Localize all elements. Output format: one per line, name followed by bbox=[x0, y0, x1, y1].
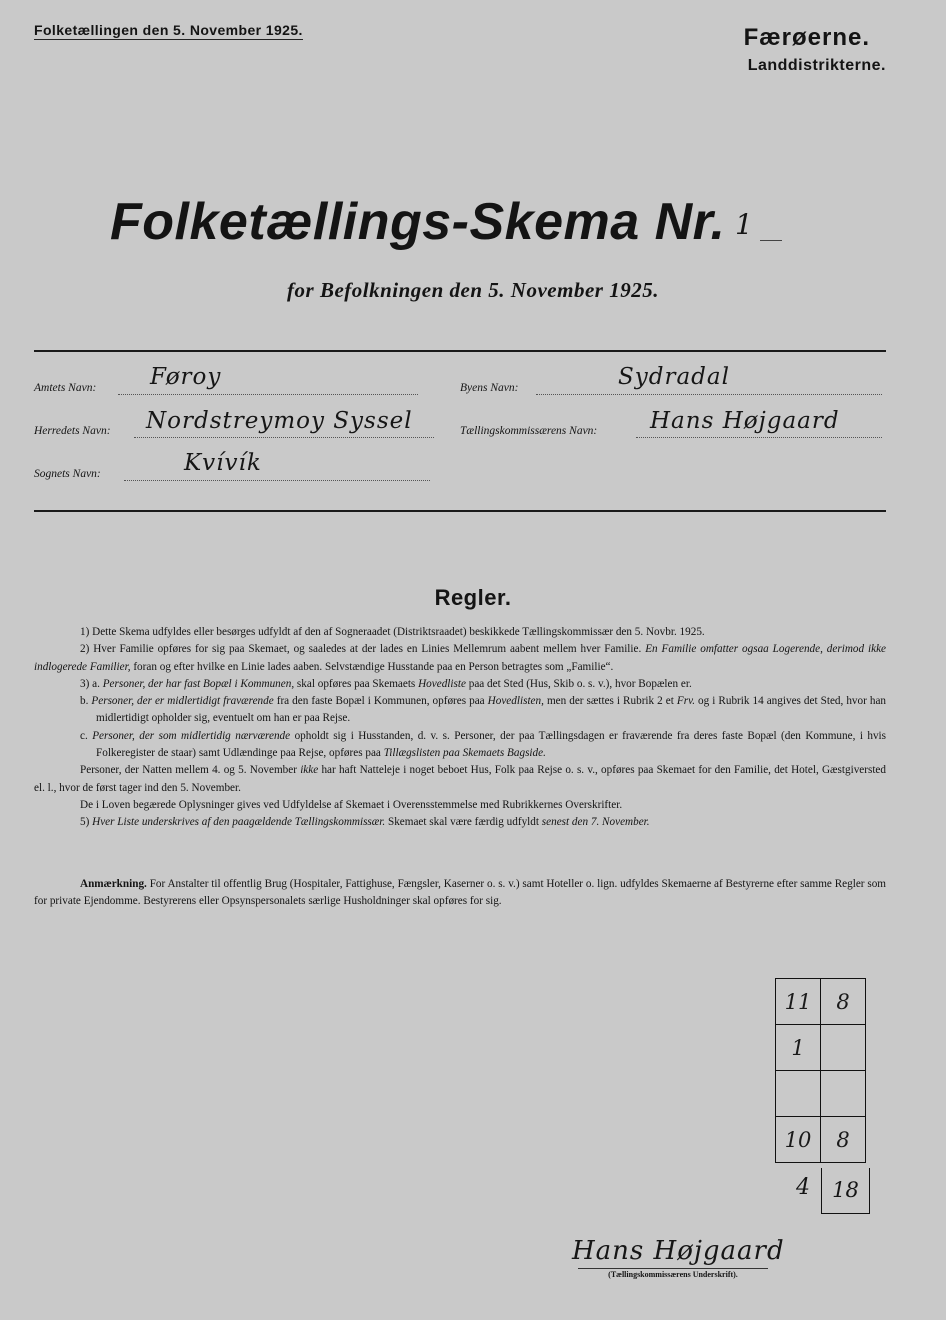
tally-cell: 8 bbox=[821, 1117, 866, 1163]
tally-total-left: 4 bbox=[796, 1175, 810, 1200]
form-subtitle: for Befolkningen den 5. November 1925. bbox=[287, 278, 659, 302]
herred-line bbox=[134, 437, 434, 438]
herred-label: Herredets Navn: bbox=[34, 425, 111, 437]
signature-caption: (Tællingskommissærens Underskrift). bbox=[608, 1270, 738, 1279]
tally-cell bbox=[776, 1071, 821, 1117]
rules-heading: Regler. bbox=[434, 585, 512, 610]
herred-value: Nordstreymoy Syssel bbox=[146, 408, 413, 434]
kommissaer-label: Tællingskommissærens Navn: bbox=[460, 425, 598, 437]
rule-3b: b. Personer, der er midlertidigt fraværende fra den faste Bopæl i Kommunen, opføres paa Hovedlisten, men der sættes i Rubrik 2 et Frv. og i Rubrik 14 angives det Sted, hvor han midlertidigt opholder sig, eventuelt om han er paa Rejse. bbox=[80, 695, 887, 725]
by-line bbox=[536, 394, 882, 395]
amt-line bbox=[118, 394, 418, 395]
rule-4: Personer, der Natten mellem 4. og 5. November ikke har haft Natteleje i noget beboet Hus, Folk paa Rejse o. s. v., opføres paa Skemaet for den Familie, det Hotel, Gæstgiversted el. l., hvor de først tager ind den 5. November. bbox=[34, 764, 886, 794]
region-subtitle: Landdistrikterne. bbox=[747, 57, 886, 74]
rule-5: De i Loven begærede Oplysninger gives ved Udfyldelse af Skemaet i Overensstemmelse med Rubrikkernes Overskrifter. bbox=[80, 798, 623, 811]
signature-line bbox=[578, 1268, 768, 1269]
amt-label: Amtets Navn: bbox=[34, 382, 97, 394]
tally-cell bbox=[821, 1025, 866, 1071]
form-number-line bbox=[760, 240, 782, 241]
note-label: Anmærkning. bbox=[80, 878, 147, 890]
rule-1: 1) Dette Skema udfyldes eller besørges udfyldt af den af Sogneraadet (Distriktsraadet) beskikkede Tællingskommissær den 5. Novbr. 1925. bbox=[80, 626, 705, 638]
tally-total-right: 18 bbox=[821, 1168, 870, 1214]
tally-cell: 1 bbox=[776, 1025, 821, 1071]
by-label: Byens Navn: bbox=[460, 382, 519, 394]
amt-value: Føroy bbox=[150, 364, 222, 390]
tally-cell: 8 bbox=[821, 979, 866, 1025]
region-title: Færøerne. bbox=[743, 24, 870, 51]
tally-cell bbox=[821, 1071, 866, 1117]
kommissaer-value: Hans Højgaard bbox=[650, 408, 840, 434]
signature: Hans Højgaard bbox=[572, 1236, 785, 1266]
rule-3a: 3) a. Personer, der har fast Bopæl i Kommunen, skal opføres paa Skemaets Hovedliste paa det Sted (Hus, Skib o. s. v.), hvor Bopælen er. bbox=[80, 677, 692, 690]
note-text: Anmærkning. For Anstalter til offentlig Brug (Hospitaler, Fattighuse, Fængsler, Kaserner o. s. v.) samt Hoteller o. lign. udfyldes Skemaerne af Bestyrerne efter samme Regler som for private Ejendomme. Bestyrerens eller Opsynspersonalets særlige Husholdninger skal opføres for sig. bbox=[34, 878, 887, 908]
rule-2: 2) Hver Familie opføres for sig paa Skemaet, og saaledes at der lades en Linies Mellemrum aabent mellem hver Familie. En Familie omfatter ogsaa Logerende, derimod ikke indlogerede Familier, foran og efter hvilke en Linie lades aaben. Selvstændige Husstande paa en Person betragtes som „Familie“. bbox=[34, 643, 886, 673]
tally-grid bbox=[775, 978, 866, 1163]
sogn-line bbox=[124, 480, 430, 481]
tally-cell: 11 bbox=[776, 979, 821, 1025]
sogn-label: Sognets Navn: bbox=[34, 468, 101, 480]
tally-cell: 10 bbox=[776, 1117, 821, 1163]
rule-3c: c. Personer, der som midlertidig nærværende opholdt sig i Husstanden, d. v. s. Personer, der paa Tællingsdagen er fraværende fra deres faste Bopæl (den Kommune, i hvis Folkeregister de staar) samt Udlændinge paa Rejse, opføres paa Tillægslisten paa Skemaets Bagside. bbox=[80, 729, 887, 760]
rules-text bbox=[34, 624, 886, 832]
by-value: Sydradal bbox=[618, 364, 730, 390]
kommissaer-line bbox=[636, 437, 882, 438]
divider-bottom bbox=[34, 510, 886, 512]
form-number: 1 bbox=[735, 208, 754, 241]
divider-top bbox=[34, 350, 886, 352]
rule-6: 5) Hver Liste underskrives af den paagældende Tællingskommissær. Skemaet skal være færdig udfyldt senest den 7. November. bbox=[80, 816, 650, 829]
form-title: Folketællings-Skema Nr. bbox=[110, 193, 726, 251]
census-date-header: Folketællingen den 5. November 1925. bbox=[34, 22, 303, 38]
sogn-value: Kvívík bbox=[184, 450, 262, 476]
